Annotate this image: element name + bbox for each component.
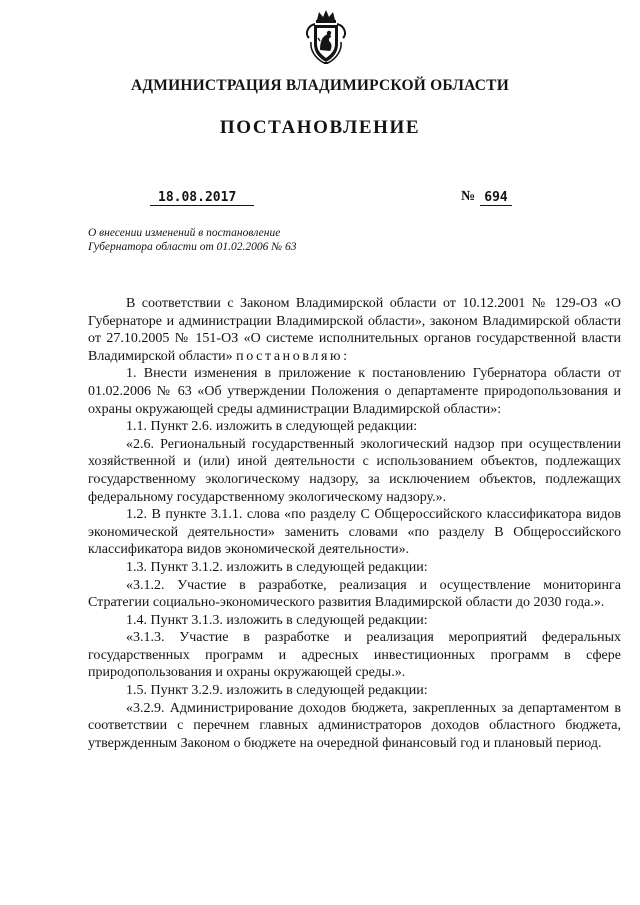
paragraph-1-2: 1.2. В пункте 3.1.1. слова «по разделу С Общероссийского классификатора видов экономической деятельности» заменить словами «по разделу В Общероссийского классификатора видов экономической деятельности». xyxy=(88,507,621,558)
organization-name: АДМИНИСТРАЦИЯ ВЛАДИМИРСКОЙ ОБЛАСТИ xyxy=(131,77,509,94)
subject-line-2: Губернатора области от 01.02.2006 № 63 xyxy=(88,241,297,253)
subject-line-1: О внесении изменений в постановление xyxy=(88,227,281,239)
paragraph-1-5-text: «3.2.9. Администрирование доходов бюджета, закрепленных за департаментом в соответствии с перечнем главных администраторов доходов областного бюджета, утвержденным Законом о бюджете на очередной финансовый год и плановый период. xyxy=(88,700,621,751)
decree-word: постановляю: xyxy=(236,348,350,364)
preamble-paragraph xyxy=(88,295,621,365)
paragraph-1-3-text: «3.1.2. Участие в разработке, реализация и осуществление мониторинга Стратегии социально-экономического развития Владимирской области до 2030 года.». xyxy=(88,577,621,611)
document-body xyxy=(88,295,621,752)
document-date: 18.08.2017 xyxy=(150,190,254,206)
paragraph-1-5: 1.5. Пункт 3.2.9. изложить в следующей редакции: xyxy=(126,683,428,699)
paragraph-1-3: 1.3. Пункт 3.1.2. изложить в следующей редакции: xyxy=(126,559,428,575)
coat-of-arms-icon xyxy=(303,8,349,66)
paragraph-1-4: 1.4. Пункт 3.1.3. изложить в следующей редакции: xyxy=(126,612,428,628)
paragraph-1-4-text: «3.1.3. Участие в разработке и реализация мероприятий федеральных государственных программ и адресных инвестиционных программ в сфере природопользования и охраны окружающей среды.». xyxy=(88,630,621,681)
document-subject xyxy=(88,226,296,254)
document-number: 694 xyxy=(480,190,512,206)
document-title: ПОСТАНОВЛЕНИЕ xyxy=(219,117,421,138)
preamble-text: В соответствии с Законом Владимирской области от 10.12.2001 № 129-ОЗ «О Губернаторе и администрации Владимирской области», законом Владимирской области от 27.10.2005 № 151-ОЗ «О системе исполнительных органов государственной власти Владимирской области» xyxy=(88,296,621,364)
paragraph-1-1: 1.1. Пункт 2.6. изложить в следующей редакции: xyxy=(126,419,418,435)
paragraph-1: 1. Внести изменения в приложение к постановлению Губернатора области от 01.02.2006 № 63 «Об утверждении Положения о департаменте природопользования и охраны окружающей среды администрации Владимирской области»: xyxy=(88,366,621,417)
document-number-label: № xyxy=(461,189,476,204)
paragraph-1-1-text: «2.6. Региональный государственный экологический надзор при осуществлении хозяйственной и (или) иной деятельности с использованием объектов, подлежащих государственному экологическому надзору, за исключением объектов, подлежащих федеральному государственному экологическому надзору.». xyxy=(88,436,621,505)
